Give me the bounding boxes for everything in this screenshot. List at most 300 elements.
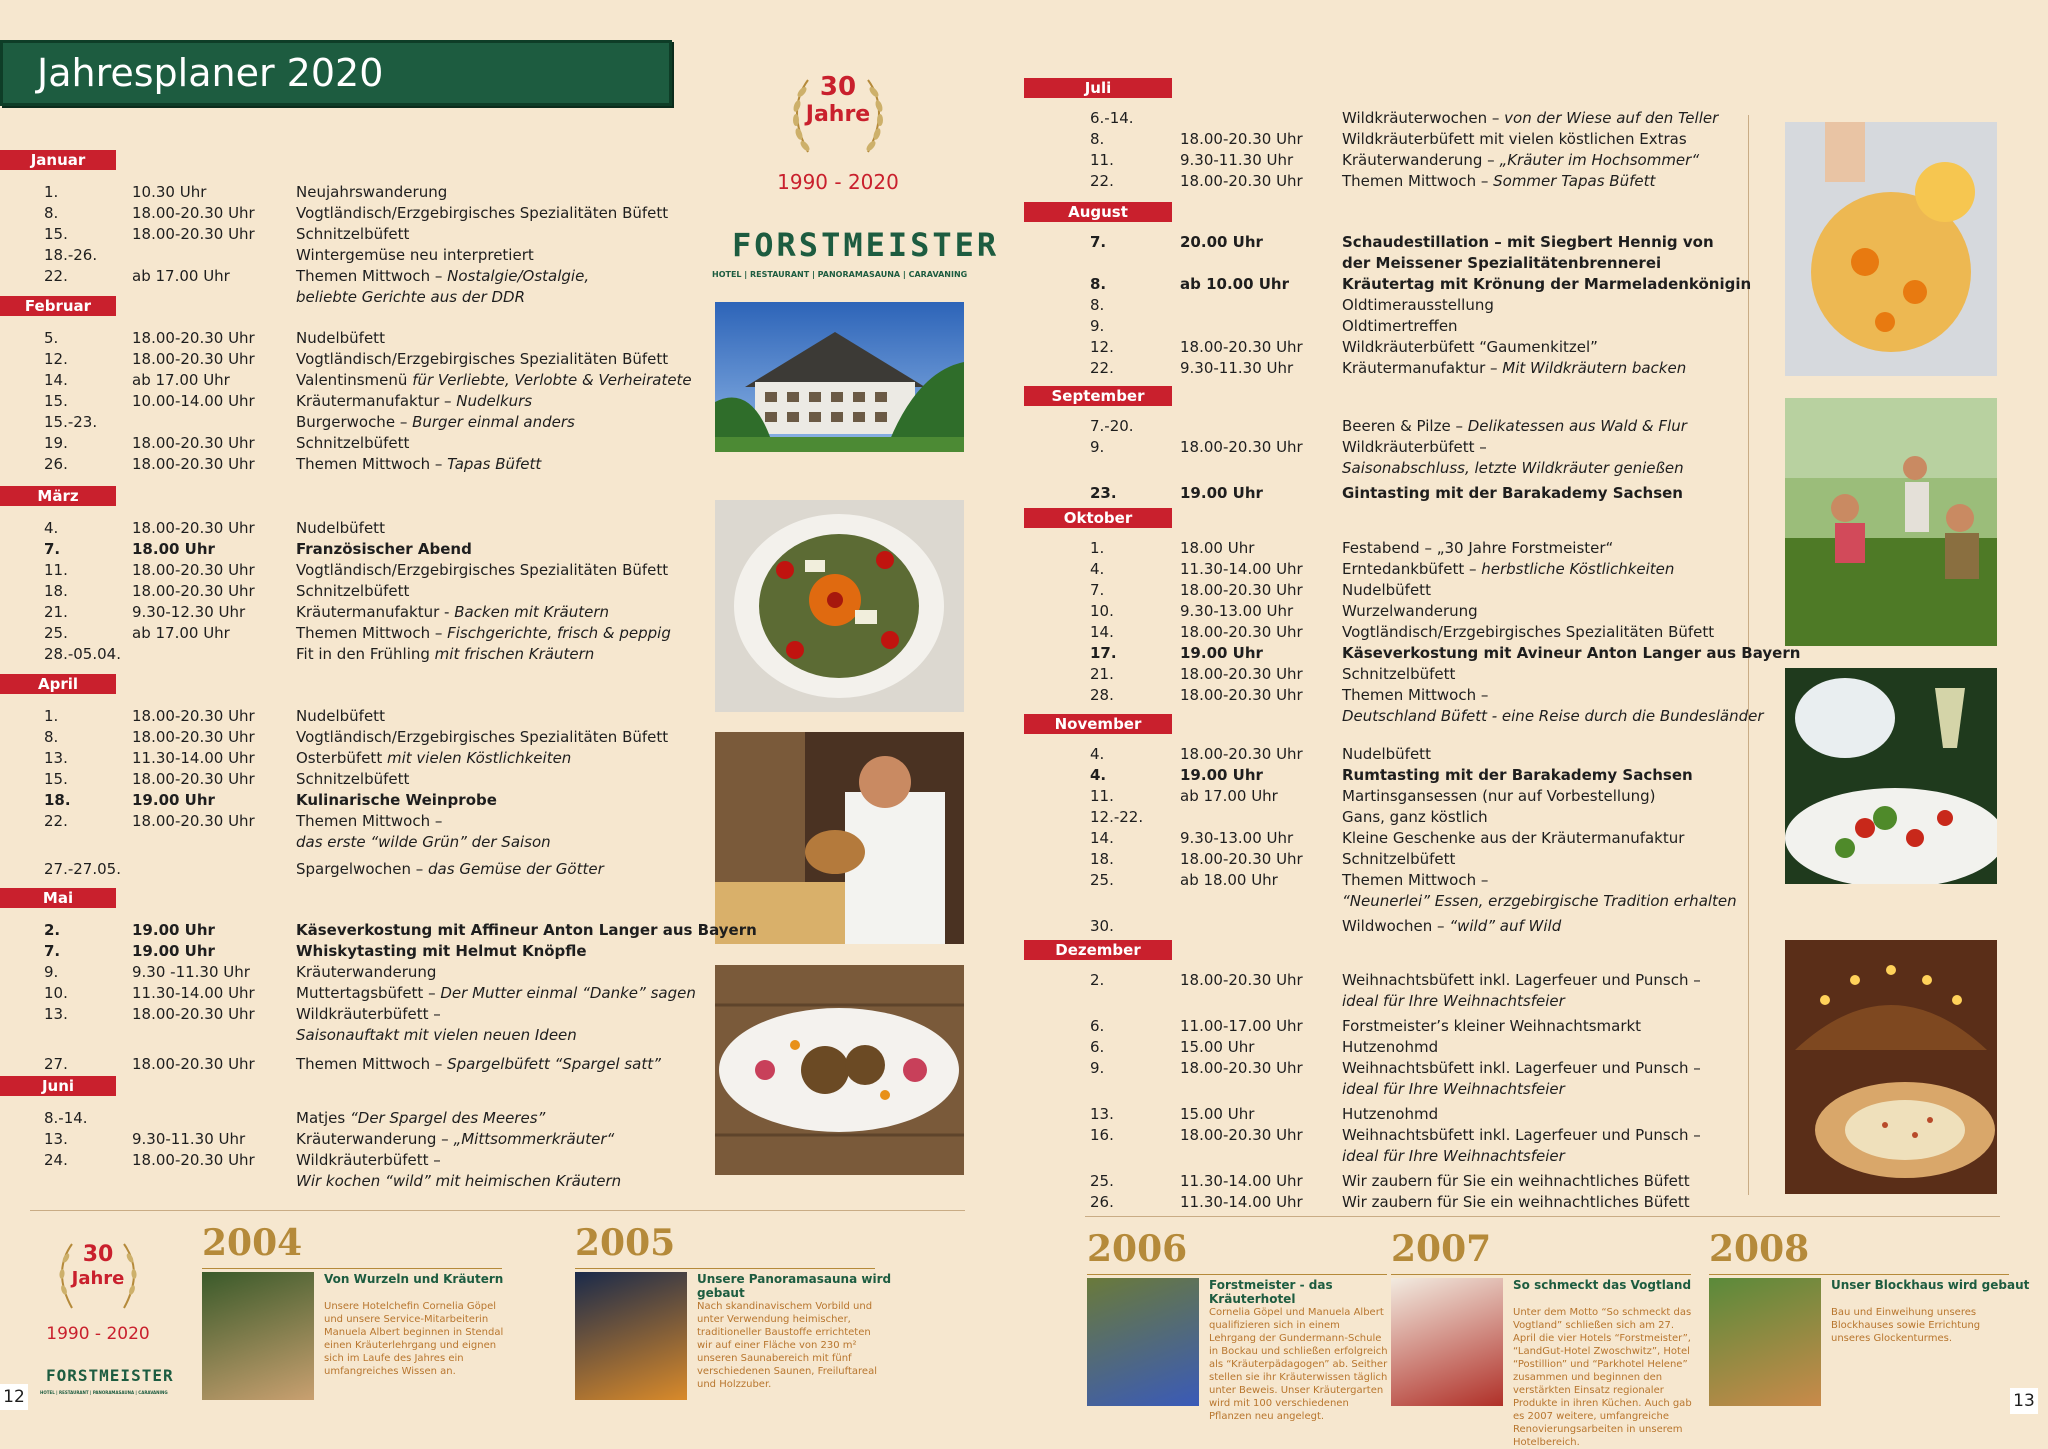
footer-jubilee-number: 30: [82, 1242, 114, 1267]
event-text: Nudelbüfett: [296, 519, 385, 537]
event-title: [1342, 1146, 1565, 1166]
event-time: ab 17.00 Uhr: [132, 371, 230, 389]
event-time: 18.00-20.30 Uhr: [1180, 438, 1303, 456]
event-time: 9.30-12.30 Uhr: [132, 603, 246, 621]
event-text-italic: Saisonabschluss, letzte Wildkräuter genießen: [1342, 459, 1684, 477]
event-time: 19.00 Uhr: [132, 921, 215, 939]
event-title: [1342, 458, 1684, 478]
logo-name: FORSTMEISTER: [732, 226, 1000, 264]
event-text: Schnitzelbüfett: [1342, 850, 1456, 868]
event-text-italic: für Verliebte, Verlobte & Verheiratete: [412, 371, 692, 389]
event-time: 18.00-20.30 Uhr: [132, 770, 255, 788]
event-text-italic: Burger einmal anders: [412, 413, 575, 431]
event-title: [296, 941, 587, 961]
event-title: [296, 224, 409, 244]
event-date: 1.: [44, 183, 59, 201]
event-title: [1342, 1104, 1438, 1124]
event-text: Kräutermanufaktur –: [296, 392, 457, 410]
event-title: [296, 412, 575, 432]
event-text-italic: “Neunerlei” Essen, erzgebirgische Tradition erhalten: [1342, 892, 1737, 910]
event-text-italic: das erste “wilde Grün” der Saison: [296, 833, 551, 851]
event-text: Themen Mittwoch –: [1342, 871, 1489, 889]
event-title: [1342, 828, 1684, 848]
event-date: 14.: [1090, 623, 1114, 641]
jubilee-years: 1990 - 2020: [777, 170, 899, 194]
event-date: 27.-27.05.: [44, 860, 121, 878]
event-text: Wintergemüse neu interpretiert: [296, 246, 534, 264]
event-title: [1342, 970, 1701, 990]
event-date: 2.: [44, 921, 61, 939]
event-text: Wildkräuterbüfett “Gaumenkitzel”: [1342, 338, 1598, 356]
event-title: [1342, 1016, 1641, 1036]
event-text: Vogtländisch/Erzgebirgisches Spezialitäten Büfett: [1342, 623, 1715, 641]
history-underline: [1391, 1274, 1691, 1275]
event-text: Vogtländisch/Erzgebirgisches Spezialitäten Büfett: [296, 728, 669, 746]
event-text-italic: Fischgerichte, frisch & peppig: [447, 624, 671, 642]
month-header-november: November: [1024, 714, 1172, 734]
event-text-italic: ideal für Ihre Weihnachtsfeier: [1342, 1147, 1565, 1165]
event-title: [1342, 150, 1699, 170]
event-time: 18.00-20.30 Uhr: [1180, 850, 1303, 868]
event-time: 9.30-11.30 Uhr: [132, 1130, 246, 1148]
event-text: Oldtimerausstellung: [1342, 296, 1494, 314]
event-date: 30.: [1090, 917, 1114, 935]
event-text-italic: Wir kochen “wild” mit heimischen Kräutern: [296, 1172, 622, 1190]
wine-salad-photo: [1785, 668, 1997, 884]
month-header-april: April: [0, 674, 116, 694]
event-date: 11.: [1090, 787, 1114, 805]
event-text-italic: “Der Spargel des Meeres”: [350, 1109, 546, 1127]
event-text: Kleine Geschenke aus der Kräutermanufaktur: [1342, 829, 1685, 847]
event-text-italic: Mit Wildkräutern backen: [1502, 359, 1687, 377]
event-text: Schaudestillation – mit Siegbert Hennig von: [1342, 233, 1714, 251]
event-text: Festabend – „30 Jahre Forstmeister“: [1342, 539, 1614, 557]
month-header-september: September: [1024, 386, 1172, 406]
footer-jubilee-badge: [38, 1228, 158, 1348]
event-title: [1342, 1037, 1438, 1057]
event-title: [1342, 870, 1488, 890]
event-title: [296, 203, 668, 223]
event-title: [296, 644, 594, 664]
history-divider-right: [1085, 1216, 2000, 1217]
event-time: 11.30-14.00 Uhr: [132, 749, 255, 767]
event-date: 15.: [44, 770, 68, 788]
event-time: 9.30-11.30 Uhr: [1180, 151, 1294, 169]
event-time: 18.00-20.30 Uhr: [132, 434, 255, 452]
event-date: 4.: [44, 519, 59, 537]
event-text-italic: Saisonauftakt mit vielen neuen Ideen: [296, 1026, 577, 1044]
event-date: 23.: [1090, 484, 1117, 502]
event-title: [1342, 1079, 1565, 1099]
event-date: 12.: [1090, 338, 1114, 356]
event-title: [296, 790, 497, 810]
event-text: Schnitzelbüfett: [296, 225, 410, 243]
event-time: 18.00-20.30 Uhr: [132, 1055, 255, 1073]
event-date: 24.: [44, 1151, 68, 1169]
event-date: 13.: [44, 749, 68, 767]
event-title: [296, 832, 551, 852]
event-title: [296, 811, 442, 831]
event-text: Wir zaubern für Sie ein weihnachtliches Büfett: [1342, 1172, 1690, 1190]
event-title: [296, 983, 696, 1003]
event-title: [296, 581, 409, 601]
event-text: Matjes: [296, 1109, 350, 1127]
jubilee-label: Jahre: [805, 102, 871, 127]
event-time: 18.00-20.30 Uhr: [1180, 623, 1303, 641]
event-date: 13.: [44, 1005, 68, 1023]
month-header-dezember: Dezember: [1024, 940, 1172, 960]
history-year: 2006: [1087, 1228, 1188, 1270]
event-title: [1342, 849, 1455, 869]
event-text: Weihnachtsbüfett inkl. Lagerfeuer und Punsch –: [1342, 1059, 1701, 1077]
event-title: [1342, 538, 1613, 558]
event-time: 9.30-13.00 Uhr: [1180, 602, 1294, 620]
event-title: [296, 328, 385, 348]
footer-jubilee-years: 1990 - 2020: [46, 1324, 150, 1344]
event-time: 18.00-20.30 Uhr: [132, 519, 255, 537]
event-title: [1342, 1192, 1690, 1212]
event-text-italic: von der Wiese auf den Teller: [1504, 109, 1719, 127]
event-time: 18.00-20.30 Uhr: [1180, 665, 1303, 683]
history-photo: [202, 1272, 314, 1400]
event-text: Käseverkostung mit Affineur Anton Langer aus Bayern: [296, 921, 757, 939]
event-date: 28.-05.04.: [44, 645, 121, 663]
event-title: [1342, 437, 1487, 457]
event-time: 10.30 Uhr: [132, 183, 207, 201]
event-text: Kräutermanufaktur –: [1342, 359, 1503, 377]
event-date: 28.: [1090, 686, 1114, 704]
event-date: 11.: [44, 561, 68, 579]
event-text: Burgerwoche –: [296, 413, 413, 431]
event-title: [1342, 171, 1655, 191]
event-text-italic: „Kräuter im Hochsommer“: [1499, 151, 1700, 169]
event-time: 20.00 Uhr: [1180, 233, 1263, 251]
event-text: Kräuterwanderung –: [296, 1130, 454, 1148]
history-heading: Forstmeister - das Kräuterhotel: [1209, 1278, 1333, 1306]
event-time: 11.30-14.00 Uhr: [132, 984, 255, 1002]
event-date: 22.: [1090, 359, 1114, 377]
event-title: [1342, 1171, 1690, 1191]
history-year: 2005: [575, 1222, 676, 1264]
month-header-august: August: [1024, 202, 1172, 222]
event-date: 9.: [1090, 1059, 1105, 1077]
event-text: Oldtimertreffen: [1342, 317, 1458, 335]
event-title: [296, 962, 436, 982]
event-text: Erntedankbüfett –: [1342, 560, 1482, 578]
page-title-bar: [0, 40, 672, 106]
event-title: [1342, 232, 1714, 252]
event-date: 5.: [44, 329, 59, 347]
event-text-italic: ideal für Ihre Weihnachtsfeier: [1342, 1080, 1565, 1098]
event-time: 18.00-20.30 Uhr: [132, 455, 255, 473]
event-text-italic: mit frischen Kräutern: [434, 645, 595, 663]
event-text-italic: Nostalgie/Ostalgie,: [447, 267, 590, 285]
event-date: 7.: [44, 942, 61, 960]
event-text: Forstmeister’s kleiner Weihnachtsmarkt: [1342, 1017, 1642, 1035]
event-date: 27.: [44, 1055, 68, 1073]
plated-dish-photo: [715, 965, 964, 1175]
event-text-italic: beliebte Gerichte aus der DDR: [296, 288, 526, 306]
event-time: 18.00-20.30 Uhr: [1180, 1126, 1303, 1144]
event-title: [296, 623, 671, 643]
herb-picking-photo: [1785, 398, 1997, 646]
event-date: 22.: [44, 267, 68, 285]
event-date: 18.: [44, 791, 71, 809]
event-title: [1342, 685, 1488, 705]
event-text-italic: Der Mutter einmal “Danke” sagen: [440, 984, 696, 1002]
event-text-italic: Spargelbüfett “Spargel satt”: [447, 1055, 661, 1073]
jubilee-badge: [768, 60, 908, 200]
page-number-left: 12: [0, 1384, 28, 1410]
event-text: Nudelbüfett: [296, 329, 385, 347]
footer-jubilee-label: Jahre: [71, 1268, 125, 1289]
history-text: Bau und Einweihung unseres Blockhauses sowie Errichtung unseres Glockenturmes.: [1831, 1307, 1981, 1344]
event-text: Themen Mittwoch –: [296, 624, 448, 642]
event-text: Schnitzelbüfett: [296, 582, 410, 600]
event-text: Weihnachtsbüfett inkl. Lagerfeuer und Punsch –: [1342, 971, 1701, 989]
event-time: 11.30-14.00 Uhr: [1180, 1172, 1303, 1190]
event-date: 1.: [44, 707, 59, 725]
event-title: [296, 370, 692, 390]
event-title: [296, 748, 571, 768]
event-title: [1342, 483, 1683, 503]
event-date: 8.: [44, 204, 59, 222]
history-year: 2004: [202, 1222, 303, 1264]
event-text: Whiskytasting mit Helmut Knöpfle: [296, 942, 587, 960]
event-time: 15.00 Uhr: [1180, 1105, 1255, 1123]
event-time: 18.00-20.30 Uhr: [1180, 581, 1303, 599]
event-text: Kräutermanufaktur -: [296, 603, 455, 621]
event-date: 21.: [44, 603, 68, 621]
event-date: 15.-23.: [44, 413, 98, 431]
month-header-märz: März: [0, 486, 116, 506]
event-title: [1342, 807, 1488, 827]
event-title: [296, 1108, 545, 1128]
event-title: [1342, 786, 1655, 806]
event-text: Themen Mittwoch –: [1342, 172, 1494, 190]
history-photo: [1087, 1278, 1199, 1406]
event-time: 18.00-20.30 Uhr: [132, 728, 255, 746]
event-title: [296, 1004, 441, 1024]
event-title: [296, 769, 409, 789]
event-date: 25.: [1090, 1172, 1114, 1190]
event-title: [296, 539, 472, 559]
event-date: 14.: [44, 371, 68, 389]
event-title: [296, 1171, 621, 1191]
event-date: 4.: [1090, 560, 1105, 578]
event-date: 6.: [1090, 1038, 1105, 1056]
event-time: 18.00-20.30 Uhr: [1180, 1059, 1303, 1077]
event-title: [1342, 643, 1800, 663]
event-text: Nudelbüfett: [296, 707, 385, 725]
event-title: [296, 287, 525, 307]
event-text-italic: mit vielen Köstlichkeiten: [386, 749, 572, 767]
history-year: 2007: [1391, 1228, 1492, 1270]
event-time: 9.30 -11.30 Uhr: [132, 963, 250, 981]
event-date: 8.: [1090, 275, 1107, 293]
event-time: 18.00-20.30 Uhr: [132, 1005, 255, 1023]
event-time: 11.30-14.00 Uhr: [1180, 560, 1303, 578]
event-text-italic: das Gemüse der Götter: [428, 860, 604, 878]
event-text-italic: Deutschland Büfett - eine Reise durch die Bundesländer: [1342, 707, 1764, 725]
event-title: [1342, 891, 1737, 911]
event-text: Kräutertag mit Krönung der Marmeladenkönigin: [1342, 275, 1752, 293]
event-title: [296, 727, 668, 747]
event-time: 18.00-20.30 Uhr: [132, 561, 255, 579]
event-text: Themen Mittwoch –: [296, 812, 443, 830]
event-title: [1342, 295, 1494, 315]
event-time: 18.00-20.30 Uhr: [1180, 172, 1303, 190]
event-date: 16.: [1090, 1126, 1114, 1144]
event-title: [1342, 337, 1598, 357]
event-text: Rumtasting mit der Barakademy Sachsen: [1342, 766, 1693, 784]
event-text-italic: Nudelkurs: [456, 392, 533, 410]
event-time: 9.30-11.30 Uhr: [1180, 359, 1294, 377]
event-time: 18.00-20.30 Uhr: [132, 812, 255, 830]
event-title: [1342, 580, 1431, 600]
event-time: 11.30-14.00 Uhr: [1180, 1193, 1303, 1211]
event-title: [1342, 316, 1458, 336]
event-date: 9.: [44, 963, 59, 981]
event-date: 4.: [1090, 745, 1105, 763]
event-text-italic: Tapas Büfett: [447, 455, 542, 473]
event-title: [296, 433, 409, 453]
event-title: [1342, 765, 1693, 785]
event-text: Beeren & Pilze –: [1342, 417, 1468, 435]
event-title: [1342, 358, 1686, 378]
event-date: 10.: [44, 984, 68, 1002]
event-date: 17.: [1090, 644, 1117, 662]
event-date: 14.: [1090, 829, 1114, 847]
event-text: Wildkräuterbüfett –: [296, 1005, 441, 1023]
event-text-italic: Delikatessen aus Wald & Flur: [1467, 417, 1687, 435]
event-date: 6.: [1090, 1017, 1105, 1035]
event-title: [1342, 1058, 1701, 1078]
event-title: [296, 859, 604, 879]
event-text: Vogtländisch/Erzgebirgisches Spezialitäten Büfett: [296, 350, 669, 368]
event-date: 8.: [44, 728, 59, 746]
event-date: 18.: [44, 582, 68, 600]
event-text-italic: Sommer Tapas Büfett: [1493, 172, 1656, 190]
event-title: [1342, 744, 1431, 764]
event-text: Gans, ganz köstlich: [1342, 808, 1488, 826]
event-time: 10.00-14.00 Uhr: [132, 392, 255, 410]
event-text-italic: herbstliche Köstlichkeiten: [1481, 560, 1675, 578]
month-header-juli: Juli: [1024, 78, 1172, 98]
event-time: 18.00-20.30 Uhr: [132, 707, 255, 725]
event-text-italic: Backen mit Kräutern: [454, 603, 610, 621]
event-date: 6.-14.: [1090, 109, 1134, 127]
event-date: 19.: [44, 434, 68, 452]
history-text: Nach skandinavischem Vorbild und unter Verwendung heimischer, traditioneller Baustoffe errichteten wir auf einer Fläche von 230 m² unseren Saunabereich mit fünf verschiedenen Saunen, Freiluftareal und Holzzuber.: [697, 1301, 877, 1390]
event-text: Osterbüfett: [296, 749, 387, 767]
event-date: 7.: [44, 540, 61, 558]
event-time: ab 17.00 Uhr: [132, 624, 230, 642]
event-text: Martinsgansessen (nur auf Vorbestellung): [1342, 787, 1656, 805]
event-time: 18.00-20.30 Uhr: [132, 204, 255, 222]
event-text: Themen Mittwoch –: [296, 1055, 448, 1073]
history-heading: Von Wurzeln und Kräutern: [324, 1272, 504, 1286]
event-time: 11.00-17.00 Uhr: [1180, 1017, 1303, 1035]
herb-tea-photo: [1785, 122, 1997, 376]
event-time: 18.00-20.30 Uhr: [1180, 130, 1303, 148]
event-text: Nudelbüfett: [1342, 745, 1431, 763]
event-text: der Meissener Spezialitätenbrennerei: [1342, 254, 1662, 272]
event-title: [296, 1025, 577, 1045]
history-photo: [575, 1272, 687, 1400]
event-title: [1342, 706, 1764, 726]
event-text-italic: „Mittsommerkräuter“: [453, 1130, 615, 1148]
event-date: 18.-26.: [44, 246, 98, 264]
event-time: 18.00-20.30 Uhr: [1180, 338, 1303, 356]
event-title: [1342, 274, 1751, 294]
event-text: Wildkräuterbüfett –: [296, 1151, 441, 1169]
history-underline: [1087, 1274, 1387, 1275]
jubilee-number: 30: [819, 72, 857, 102]
history-underline: [1709, 1274, 2009, 1275]
event-text: Valentinsmenü: [296, 371, 413, 389]
event-date: 12.: [44, 350, 68, 368]
event-date: 4.: [1090, 766, 1107, 784]
event-title: [1342, 1125, 1701, 1145]
event-text: Schnitzelbüfett: [296, 770, 410, 788]
event-date: 2.: [1090, 971, 1105, 989]
event-title: [296, 1150, 441, 1170]
event-title: [296, 454, 541, 474]
event-date: 22.: [1090, 172, 1114, 190]
month-header-mai: Mai: [0, 888, 116, 908]
history-heading: So schmeckt das Vogtland: [1513, 1278, 1692, 1292]
event-text: Gintasting mit der Barakademy Sachsen: [1342, 484, 1683, 502]
event-title: [296, 920, 757, 940]
event-time: 18.00-20.30 Uhr: [1180, 971, 1303, 989]
event-date: 18.: [1090, 850, 1114, 868]
chef-photo: [715, 732, 964, 944]
event-date: 8.: [1090, 296, 1105, 314]
event-text: Wurzelwanderung: [1342, 602, 1478, 620]
month-header-februar: Februar: [0, 296, 116, 316]
event-date: 10.: [1090, 602, 1114, 620]
event-time: 18.00-20.30 Uhr: [132, 350, 255, 368]
event-title: [1342, 601, 1478, 621]
event-text: Neujahrswanderung: [296, 183, 448, 201]
event-text: Weihnachtsbüfett inkl. Lagerfeuer und Punsch –: [1342, 1126, 1701, 1144]
history-photo: [1709, 1278, 1821, 1406]
event-date: 7.: [1090, 233, 1107, 251]
event-text: Wildkräuterbüfett –: [1342, 438, 1487, 456]
event-title: [1342, 916, 1561, 936]
event-title: [296, 182, 447, 202]
event-time: 19.00 Uhr: [132, 942, 215, 960]
event-date: 26.: [44, 455, 68, 473]
event-time: 19.00 Uhr: [1180, 644, 1263, 662]
event-date: 26.: [1090, 1193, 1114, 1211]
event-date: 8.-14.: [44, 1109, 88, 1127]
event-title: [296, 602, 609, 622]
event-text: Vogtländisch/Erzgebirgisches Spezialitäten Büfett: [296, 204, 669, 222]
event-time: 18.00-20.30 Uhr: [132, 1151, 255, 1169]
event-text: Käseverkostung mit Avineur Anton Langer aus Bayern: [1342, 644, 1801, 662]
history-text: Unter dem Motto “So schmeckt das Vogtland” schließen sich am 27. April die vier Hotels “Forstmeister”, “LandGut-Hotel Zwoschwitz”, Hotel “Postillion” und “Parkhotel Helene” zusammen und beginnen den verstärkten Einsatz regionaler Produkte in ihren Küchen. Auch gab es 2007 weitere, umfangreiche Renovierungsarbeiten in unserem Hotelbereich.: [1513, 1307, 1692, 1448]
event-time: 19.00 Uhr: [132, 791, 215, 809]
event-time: 18.00-20.30 Uhr: [1180, 745, 1303, 763]
event-date: 12.-22.: [1090, 808, 1144, 826]
event-text: Fit in den Frühling: [296, 645, 435, 663]
event-time: ab 10.00 Uhr: [1180, 275, 1290, 293]
event-date: 15.: [44, 225, 68, 243]
event-time: 19.00 Uhr: [1180, 484, 1263, 502]
event-date: 8.: [1090, 130, 1105, 148]
